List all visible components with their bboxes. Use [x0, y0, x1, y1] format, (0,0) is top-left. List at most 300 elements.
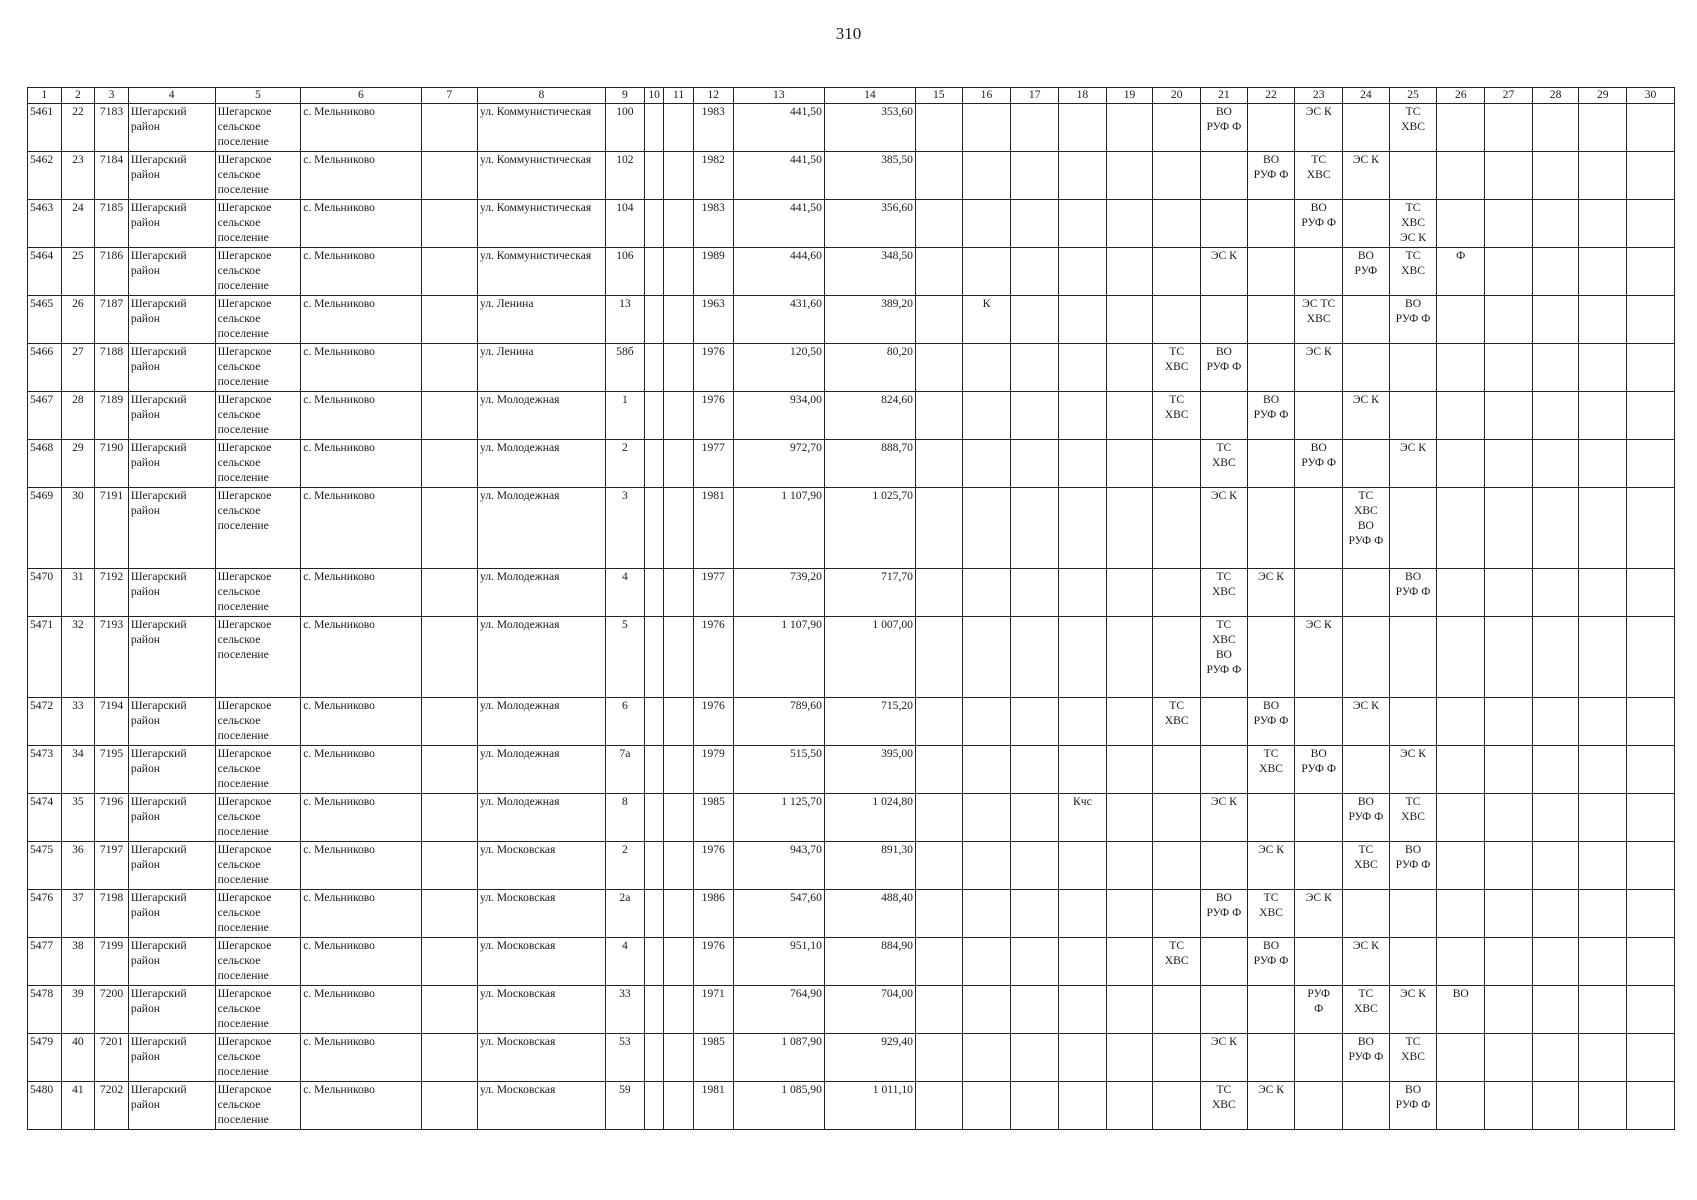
column-7-cell	[421, 104, 477, 152]
work-mark-col-28-cell	[1532, 1082, 1579, 1130]
work-mark-col-24-cell	[1343, 746, 1390, 794]
column-11-cell	[664, 617, 693, 698]
total-area-cell: 547,60	[733, 890, 824, 938]
work-mark-col-15-cell	[915, 200, 962, 248]
house-number-cell: 33	[605, 986, 644, 1034]
work-mark-col-19-cell	[1106, 392, 1153, 440]
work-mark-col-27-cell	[1485, 488, 1533, 569]
year-built-cell: 1976	[693, 344, 733, 392]
work-mark-col-15-cell	[915, 698, 962, 746]
work-mark-col-18-cell	[1059, 392, 1107, 440]
work-mark-col-20-cell	[1153, 104, 1201, 152]
record-number-cell: 5480	[28, 1082, 62, 1130]
work-mark-col-30-cell	[1627, 1034, 1675, 1082]
object-id-cell: 7186	[95, 248, 129, 296]
object-id-cell: 7198	[95, 890, 129, 938]
work-mark-col-27-cell	[1485, 1082, 1533, 1130]
work-mark-col-27-cell	[1485, 617, 1533, 698]
work-mark-col-24-cell: ТС ХВС	[1343, 842, 1390, 890]
work-mark-col-26-cell	[1437, 440, 1485, 488]
year-built-cell: 1982	[693, 152, 733, 200]
work-mark-col-17-cell	[1011, 152, 1059, 200]
work-mark-col-25-cell: ТС ХВС	[1389, 104, 1437, 152]
work-mark-col-17-cell	[1011, 890, 1059, 938]
object-id-cell: 7191	[95, 488, 129, 569]
row-index-cell: 23	[61, 152, 95, 200]
house-number-cell: 7а	[605, 746, 644, 794]
work-mark-col-15-cell	[915, 440, 962, 488]
district-cell: Шегарский район	[128, 890, 215, 938]
total-area-cell: 441,50	[733, 200, 824, 248]
column-7-cell	[421, 440, 477, 488]
work-mark-col-22-cell: ВО РУФ Ф	[1247, 392, 1295, 440]
year-built-cell: 1963	[693, 296, 733, 344]
work-mark-col-24-cell: ЭС К	[1343, 938, 1390, 986]
row-index-cell: 35	[61, 794, 95, 842]
record-number-cell: 5476	[28, 890, 62, 938]
row-index-cell: 29	[61, 440, 95, 488]
work-mark-col-18-cell	[1059, 344, 1107, 392]
work-mark-col-17-cell	[1011, 986, 1059, 1034]
locality-cell: с. Мельниково	[301, 617, 421, 698]
column-header-10: 10	[644, 88, 664, 104]
district-cell: Шегарский район	[128, 746, 215, 794]
house-number-cell: 59	[605, 1082, 644, 1130]
street-cell: ул. Молодежная	[477, 392, 605, 440]
column-11-cell	[664, 1082, 693, 1130]
work-mark-col-25-cell: ВО РУФ Ф	[1389, 296, 1437, 344]
work-mark-col-15-cell	[915, 794, 962, 842]
work-mark-col-25-cell: ТС ХВС	[1389, 1034, 1437, 1082]
column-7-cell	[421, 794, 477, 842]
work-mark-col-18-cell	[1059, 986, 1107, 1034]
work-mark-col-23-cell	[1295, 248, 1343, 296]
settlement-cell: Шегарское сельское поселение	[215, 440, 301, 488]
locality-cell: с. Мельниково	[301, 938, 421, 986]
street-cell: ул. Молодежная	[477, 617, 605, 698]
work-mark-col-29-cell	[1579, 248, 1627, 296]
work-mark-col-18-cell	[1059, 842, 1107, 890]
work-mark-col-25-cell	[1389, 698, 1437, 746]
column-10-cell	[644, 794, 664, 842]
work-mark-col-22-cell	[1247, 200, 1295, 248]
table-row	[28, 794, 1675, 842]
work-mark-col-28-cell	[1532, 569, 1579, 617]
work-mark-col-18-cell	[1059, 248, 1107, 296]
work-mark-col-20-cell	[1153, 986, 1201, 1034]
row-index-cell: 32	[61, 617, 95, 698]
total-area-cell: 951,10	[733, 938, 824, 986]
work-mark-col-29-cell	[1579, 440, 1627, 488]
settlement-cell: Шегарское сельское поселение	[215, 890, 301, 938]
work-mark-col-19-cell	[1106, 1034, 1153, 1082]
work-mark-col-20-cell	[1153, 152, 1201, 200]
object-id-cell: 7196	[95, 794, 129, 842]
living-area-cell: 704,00	[824, 986, 915, 1034]
living-area-cell: 395,00	[824, 746, 915, 794]
work-mark-col-19-cell	[1106, 152, 1153, 200]
street-cell: ул. Молодежная	[477, 698, 605, 746]
work-mark-col-26-cell	[1437, 842, 1485, 890]
street-cell: ул. Московская	[477, 938, 605, 986]
living-area-cell: 929,40	[824, 1034, 915, 1082]
work-mark-col-22-cell	[1247, 344, 1295, 392]
work-mark-col-16-cell	[962, 746, 1011, 794]
work-mark-col-27-cell	[1485, 746, 1533, 794]
house-number-cell: 100	[605, 104, 644, 152]
work-mark-col-16-cell	[962, 200, 1011, 248]
record-number-cell: 5471	[28, 617, 62, 698]
total-area-cell: 441,50	[733, 152, 824, 200]
year-built-cell: 1976	[693, 392, 733, 440]
work-mark-col-18-cell: Кчс	[1059, 794, 1107, 842]
living-area-cell: 1 011,10	[824, 1082, 915, 1130]
work-mark-col-22-cell: ВО РУФ Ф	[1247, 698, 1295, 746]
work-mark-col-27-cell	[1485, 938, 1533, 986]
work-mark-col-17-cell	[1011, 344, 1059, 392]
work-mark-col-20-cell	[1153, 569, 1201, 617]
work-mark-col-22-cell	[1247, 794, 1295, 842]
table-row	[28, 296, 1675, 344]
work-mark-col-23-cell: ВО РУФ Ф	[1295, 200, 1343, 248]
row-index-cell: 37	[61, 890, 95, 938]
work-mark-col-19-cell	[1106, 986, 1153, 1034]
work-mark-col-25-cell	[1389, 617, 1437, 698]
work-mark-col-26-cell: Ф	[1437, 248, 1485, 296]
district-cell: Шегарский район	[128, 440, 215, 488]
district-cell: Шегарский район	[128, 794, 215, 842]
work-mark-col-25-cell: ЭС К	[1389, 746, 1437, 794]
work-mark-col-26-cell: ВО	[1437, 986, 1485, 1034]
work-mark-col-15-cell	[915, 569, 962, 617]
work-mark-col-24-cell	[1343, 296, 1390, 344]
row-index-cell: 40	[61, 1034, 95, 1082]
locality-cell: с. Мельниково	[301, 986, 421, 1034]
work-mark-col-27-cell	[1485, 842, 1533, 890]
work-mark-col-30-cell	[1627, 842, 1675, 890]
column-header-27: 27	[1485, 88, 1533, 104]
work-mark-col-27-cell	[1485, 1034, 1533, 1082]
house-number-cell: 6	[605, 698, 644, 746]
column-10-cell	[644, 440, 664, 488]
object-id-cell: 7188	[95, 344, 129, 392]
work-mark-col-20-cell: ТС ХВС	[1153, 938, 1201, 986]
total-area-cell: 1 107,90	[733, 617, 824, 698]
work-mark-col-17-cell	[1011, 698, 1059, 746]
work-mark-col-18-cell	[1059, 104, 1107, 152]
column-header-26: 26	[1437, 88, 1485, 104]
locality-cell: с. Мельниково	[301, 842, 421, 890]
table-row	[28, 248, 1675, 296]
work-mark-col-26-cell	[1437, 488, 1485, 569]
settlement-cell: Шегарское сельское поселение	[215, 794, 301, 842]
work-mark-col-15-cell	[915, 152, 962, 200]
work-mark-col-26-cell	[1437, 344, 1485, 392]
work-mark-col-20-cell: ТС ХВС	[1153, 392, 1201, 440]
work-mark-col-26-cell	[1437, 104, 1485, 152]
work-mark-col-23-cell	[1295, 938, 1343, 986]
house-number-cell: 2а	[605, 890, 644, 938]
object-id-cell: 7199	[95, 938, 129, 986]
column-10-cell	[644, 488, 664, 569]
column-11-cell	[664, 890, 693, 938]
record-number-cell: 5468	[28, 440, 62, 488]
column-header-29: 29	[1579, 88, 1627, 104]
work-mark-col-27-cell	[1485, 344, 1533, 392]
work-mark-col-19-cell	[1106, 200, 1153, 248]
street-cell: ул. Московская	[477, 842, 605, 890]
work-mark-col-27-cell	[1485, 890, 1533, 938]
work-mark-col-25-cell: ВО РУФ Ф	[1389, 1082, 1437, 1130]
column-number-row	[28, 88, 1675, 104]
work-mark-col-17-cell	[1011, 617, 1059, 698]
table-row	[28, 440, 1675, 488]
table-row	[28, 488, 1675, 569]
work-mark-col-20-cell	[1153, 746, 1201, 794]
locality-cell: с. Мельниково	[301, 746, 421, 794]
work-mark-col-19-cell	[1106, 344, 1153, 392]
work-mark-col-24-cell: ВО РУФ	[1343, 248, 1390, 296]
total-area-cell: 441,50	[733, 104, 824, 152]
work-mark-col-22-cell	[1247, 104, 1295, 152]
locality-cell: с. Мельниково	[301, 296, 421, 344]
column-header-25: 25	[1389, 88, 1437, 104]
work-mark-col-28-cell	[1532, 617, 1579, 698]
settlement-cell: Шегарское сельское поселение	[215, 617, 301, 698]
object-id-cell: 7195	[95, 746, 129, 794]
column-header-24: 24	[1343, 88, 1390, 104]
column-10-cell	[644, 746, 664, 794]
living-area-cell: 348,50	[824, 248, 915, 296]
work-mark-col-17-cell	[1011, 569, 1059, 617]
work-mark-col-29-cell	[1579, 986, 1627, 1034]
district-cell: Шегарский район	[128, 392, 215, 440]
column-7-cell	[421, 200, 477, 248]
settlement-cell: Шегарское сельское поселение	[215, 746, 301, 794]
locality-cell: с. Мельниково	[301, 248, 421, 296]
column-7-cell	[421, 152, 477, 200]
work-mark-col-28-cell	[1532, 296, 1579, 344]
work-mark-col-28-cell	[1532, 344, 1579, 392]
column-10-cell	[644, 152, 664, 200]
locality-cell: с. Мельниково	[301, 698, 421, 746]
work-mark-col-20-cell	[1153, 842, 1201, 890]
house-number-cell: 5	[605, 617, 644, 698]
work-mark-col-20-cell	[1153, 248, 1201, 296]
record-number-cell: 5475	[28, 842, 62, 890]
column-header-9: 9	[605, 88, 644, 104]
work-mark-col-21-cell: ЭС К	[1201, 248, 1248, 296]
work-mark-col-30-cell	[1627, 248, 1675, 296]
work-mark-col-20-cell	[1153, 617, 1201, 698]
column-7-cell	[421, 842, 477, 890]
work-mark-col-18-cell	[1059, 569, 1107, 617]
street-cell: ул. Молодежная	[477, 488, 605, 569]
column-11-cell	[664, 569, 693, 617]
living-area-cell: 1 007,00	[824, 617, 915, 698]
work-mark-col-21-cell	[1201, 938, 1248, 986]
house-number-cell: 8	[605, 794, 644, 842]
work-mark-col-21-cell	[1201, 842, 1248, 890]
locality-cell: с. Мельниково	[301, 104, 421, 152]
work-mark-col-19-cell	[1106, 440, 1153, 488]
column-7-cell	[421, 1082, 477, 1130]
living-area-cell: 1 024,80	[824, 794, 915, 842]
work-mark-col-26-cell	[1437, 392, 1485, 440]
object-id-cell: 7183	[95, 104, 129, 152]
column-header-12: 12	[693, 88, 733, 104]
total-area-cell: 431,60	[733, 296, 824, 344]
work-mark-col-24-cell	[1343, 569, 1390, 617]
district-cell: Шегарский район	[128, 842, 215, 890]
column-header-7: 7	[421, 88, 477, 104]
work-mark-col-18-cell	[1059, 296, 1107, 344]
work-mark-col-16-cell	[962, 248, 1011, 296]
work-mark-col-21-cell: ЭС К	[1201, 488, 1248, 569]
object-id-cell: 7197	[95, 842, 129, 890]
work-mark-col-26-cell	[1437, 617, 1485, 698]
work-mark-col-26-cell	[1437, 296, 1485, 344]
work-mark-col-26-cell	[1437, 794, 1485, 842]
work-mark-col-29-cell	[1579, 488, 1627, 569]
work-mark-col-21-cell: ТС ХВС	[1201, 1082, 1248, 1130]
column-10-cell	[644, 392, 664, 440]
work-mark-col-23-cell: ВО РУФ Ф	[1295, 746, 1343, 794]
column-header-5: 5	[215, 88, 301, 104]
living-area-cell: 891,30	[824, 842, 915, 890]
house-number-cell: 13	[605, 296, 644, 344]
work-mark-col-22-cell	[1247, 296, 1295, 344]
column-header-16: 16	[962, 88, 1011, 104]
object-id-cell: 7190	[95, 440, 129, 488]
column-10-cell	[644, 200, 664, 248]
locality-cell: с. Мельниково	[301, 344, 421, 392]
column-header-15: 15	[915, 88, 962, 104]
column-header-14: 14	[824, 88, 915, 104]
work-mark-col-28-cell	[1532, 842, 1579, 890]
work-mark-col-22-cell: ТС ХВС	[1247, 746, 1295, 794]
year-built-cell: 1981	[693, 488, 733, 569]
work-mark-col-21-cell	[1201, 392, 1248, 440]
work-mark-col-15-cell	[915, 248, 962, 296]
total-area-cell: 515,50	[733, 746, 824, 794]
work-mark-col-17-cell	[1011, 488, 1059, 569]
work-mark-col-25-cell: ЭС К	[1389, 440, 1437, 488]
column-11-cell	[664, 746, 693, 794]
settlement-cell: Шегарское сельское поселение	[215, 152, 301, 200]
work-mark-col-28-cell	[1532, 986, 1579, 1034]
district-cell: Шегарский район	[128, 296, 215, 344]
work-mark-col-17-cell	[1011, 842, 1059, 890]
work-mark-col-22-cell	[1247, 986, 1295, 1034]
house-number-cell: 2	[605, 440, 644, 488]
table-body	[28, 104, 1675, 1130]
work-mark-col-24-cell: ВО РУФ Ф	[1343, 794, 1390, 842]
column-11-cell	[664, 1034, 693, 1082]
column-header-19: 19	[1106, 88, 1153, 104]
locality-cell: с. Мельниково	[301, 488, 421, 569]
object-id-cell: 7192	[95, 569, 129, 617]
work-mark-col-19-cell	[1106, 794, 1153, 842]
work-mark-col-19-cell	[1106, 698, 1153, 746]
living-area-cell: 888,70	[824, 440, 915, 488]
house-number-cell: 3	[605, 488, 644, 569]
work-mark-col-15-cell	[915, 1034, 962, 1082]
work-mark-col-27-cell	[1485, 569, 1533, 617]
work-mark-col-25-cell	[1389, 890, 1437, 938]
work-mark-col-23-cell: ЭС ТС ХВС	[1295, 296, 1343, 344]
settlement-cell: Шегарское сельское поселение	[215, 248, 301, 296]
work-mark-col-18-cell	[1059, 1034, 1107, 1082]
district-cell: Шегарский район	[128, 344, 215, 392]
work-mark-col-20-cell	[1153, 296, 1201, 344]
work-mark-col-15-cell	[915, 986, 962, 1034]
work-mark-col-26-cell	[1437, 890, 1485, 938]
housing-register-table	[27, 87, 1675, 1130]
work-mark-col-17-cell	[1011, 938, 1059, 986]
work-mark-col-15-cell	[915, 617, 962, 698]
row-index-cell: 33	[61, 698, 95, 746]
work-mark-col-18-cell	[1059, 200, 1107, 248]
object-id-cell: 7189	[95, 392, 129, 440]
work-mark-col-29-cell	[1579, 1082, 1627, 1130]
total-area-cell: 1 085,90	[733, 1082, 824, 1130]
street-cell: ул. Ленина	[477, 344, 605, 392]
column-header-20: 20	[1153, 88, 1201, 104]
settlement-cell: Шегарское сельское поселение	[215, 104, 301, 152]
work-mark-col-27-cell	[1485, 986, 1533, 1034]
work-mark-col-21-cell: ЭС К	[1201, 794, 1248, 842]
work-mark-col-19-cell	[1106, 842, 1153, 890]
column-header-22: 22	[1247, 88, 1295, 104]
work-mark-col-30-cell	[1627, 200, 1675, 248]
street-cell: ул. Ленина	[477, 296, 605, 344]
column-10-cell	[644, 104, 664, 152]
living-area-cell: 389,20	[824, 296, 915, 344]
work-mark-col-20-cell	[1153, 488, 1201, 569]
column-header-1: 1	[28, 88, 62, 104]
work-mark-col-17-cell	[1011, 746, 1059, 794]
work-mark-col-23-cell: ЭС К	[1295, 617, 1343, 698]
work-mark-col-28-cell	[1532, 938, 1579, 986]
house-number-cell: 106	[605, 248, 644, 296]
street-cell: ул. Московская	[477, 1034, 605, 1082]
year-built-cell: 1983	[693, 200, 733, 248]
district-cell: Шегарский район	[128, 1082, 215, 1130]
work-mark-col-20-cell: ТС ХВС	[1153, 698, 1201, 746]
work-mark-col-21-cell: ВО РУФ Ф	[1201, 890, 1248, 938]
work-mark-col-25-cell: ТС ХВС	[1389, 794, 1437, 842]
work-mark-col-15-cell	[915, 296, 962, 344]
work-mark-col-28-cell	[1532, 152, 1579, 200]
work-mark-col-16-cell	[962, 890, 1011, 938]
work-mark-col-16-cell	[962, 152, 1011, 200]
settlement-cell: Шегарское сельское поселение	[215, 698, 301, 746]
work-mark-col-15-cell	[915, 842, 962, 890]
settlement-cell: Шегарское сельское поселение	[215, 344, 301, 392]
work-mark-col-20-cell	[1153, 1082, 1201, 1130]
column-10-cell	[644, 938, 664, 986]
year-built-cell: 1985	[693, 1034, 733, 1082]
work-mark-col-26-cell	[1437, 569, 1485, 617]
work-mark-col-16-cell	[962, 1034, 1011, 1082]
year-built-cell: 1981	[693, 1082, 733, 1130]
work-mark-col-20-cell: ТС ХВС	[1153, 344, 1201, 392]
column-header-8: 8	[477, 88, 605, 104]
column-header-3: 3	[95, 88, 129, 104]
work-mark-col-23-cell	[1295, 698, 1343, 746]
row-index-cell: 38	[61, 938, 95, 986]
